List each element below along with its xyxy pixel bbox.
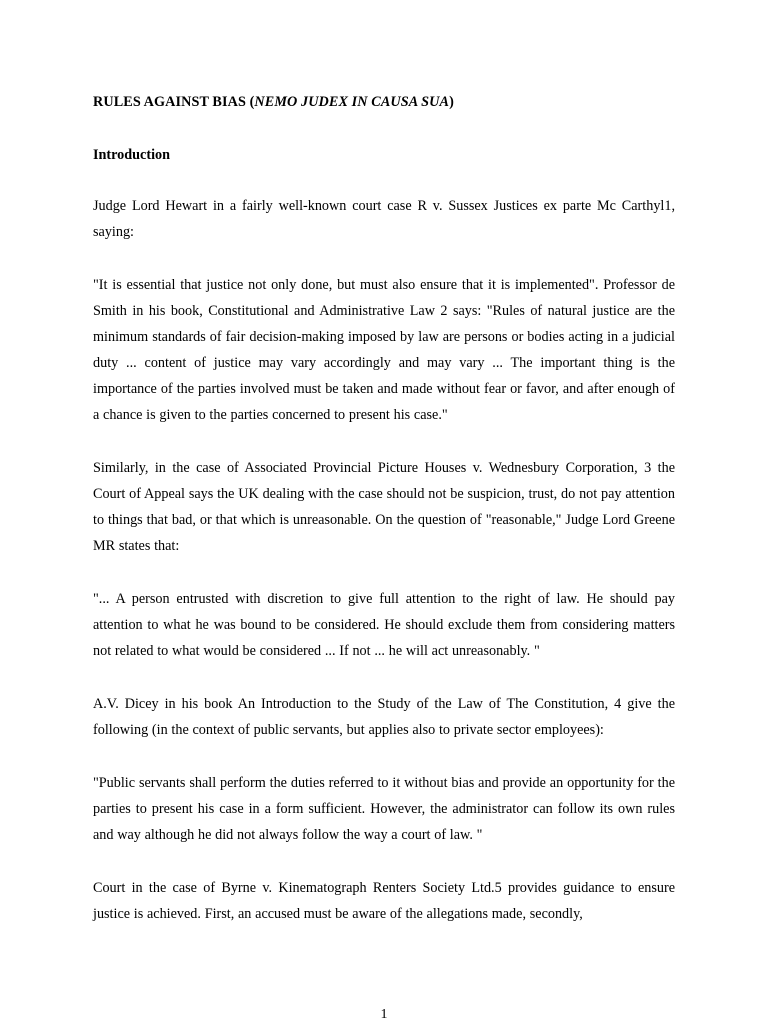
paragraph-2: "It is essential that justice not only done, but must also ensure that it is implemented". Professor de Smith in his book, Constitutional and Administrative Law 2 says: "Rules of natural justice are the minimum standards of fair decision-making imposed by law are persons or bodies acting in a judicial duty ... content of justice may vary accordingly and may vary ... The important thing is the importance of the parties involved must be taken and made without fear or favor, and after enough of a chance is given to the parties concerned to present his case." [93, 277, 675, 423]
section-heading-introduction: Introduction [93, 147, 170, 163]
document-body [93, 90, 675, 927]
paragraph-6: "Public servants shall perform the duties referred to it without bias and provide an opportunity for the parties to present his case in a form sufficient. However, the administrator can follow its own rules and way although he did not always follow the way a court of law. " [93, 775, 675, 843]
paragraph-3: Similarly, in the case of Associated Provincial Picture Houses v. Wednesbury Corporation, 3 the Court of Appeal says the UK dealing with the case should not be suspicion, trust, do not pay attention to things that bad, or that which is unreasonable. On the question of "reasonable," Judge Lord Greene MR states that: [93, 460, 675, 554]
paragraph-4: "... A person entrusted with discretion to give full attention to the right of law. He should pay attention to what he was bound to be considered. He should exclude them from considering matters not related to what would be considered ... If not ... he will act unreasonably. " [93, 591, 675, 659]
document-title [93, 90, 675, 114]
title-prefix: RULES AGAINST BIAS ( [93, 94, 255, 110]
title-suffix: ) [449, 94, 454, 110]
page-number: 1 [380, 1007, 388, 1022]
paragraph-7: Court in the case of Byrne v. Kinematograph Renters Society Ltd.5 provides guidance to ensure justice is achieved. First, an accused must be aware of the allegations made, secondly, [93, 880, 675, 922]
paragraph-5: A.V. Dicey in his book An Introduction to the Study of the Law of The Constitution, 4 give the following (in the context of public servants, but applies also to private sector employees): [93, 696, 675, 738]
title-latin-phrase: NEMO JUDEX IN CAUSA SUA [254, 94, 450, 110]
paragraph-1: Judge Lord Hewart in a fairly well-known court case R v. Sussex Justices ex parte Mc Carthyl1, saying: [93, 198, 675, 240]
